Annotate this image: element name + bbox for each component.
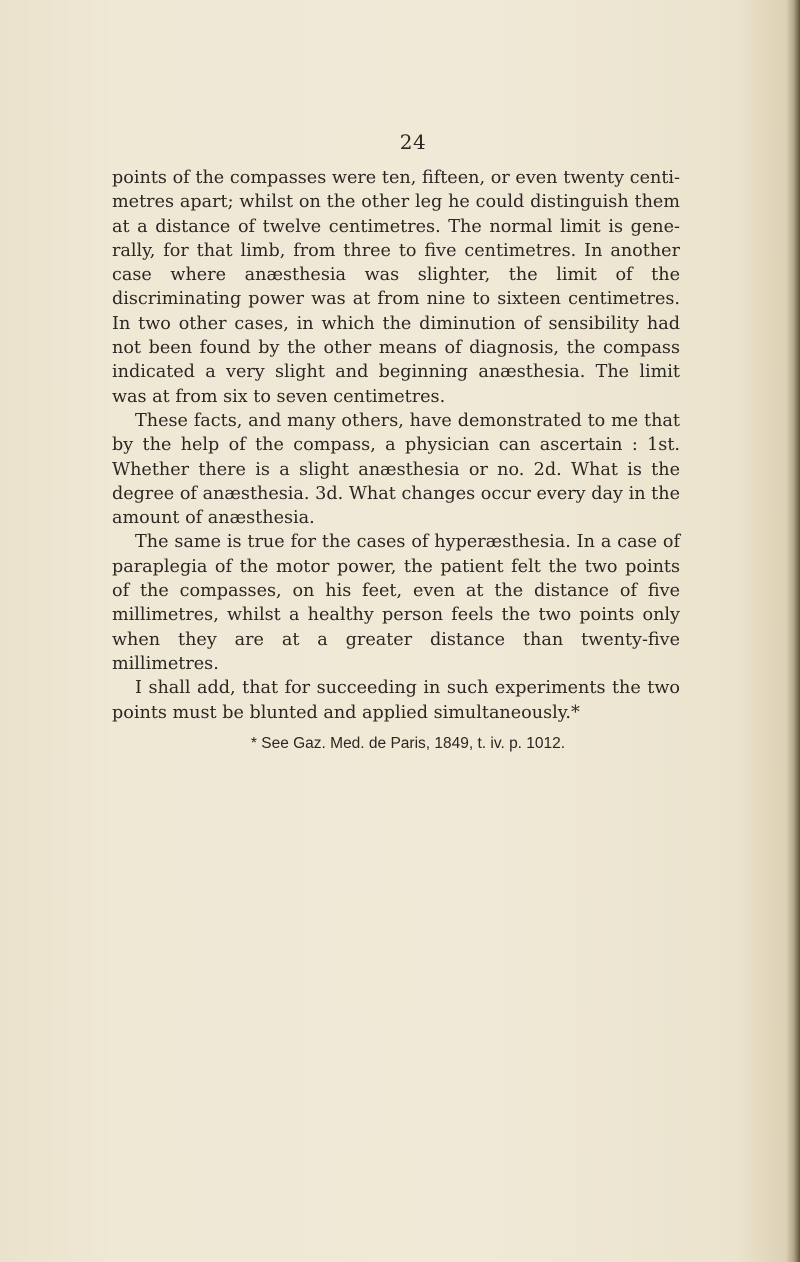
page-number: 24	[399, 130, 427, 154]
footnote: * See Gaz. Med. de Paris, 1849, t. iv. p. 1012.	[250, 735, 566, 752]
page-edge-shadow	[786, 0, 800, 1262]
paragraph-4: I shall add, that for succeeding in such experiments the two points must be blunted and applied simultaneously.*	[112, 678, 680, 723]
paragraph-2: These facts, and many others, have demonstrated to me that by the help of the compass, a physician can ascertain : 1st. Whether there is a slight anæsthesia or no. 2d. What is the degree of anæsthesia. 3d. What changes occur every day in the amount of anæsthesia.	[112, 410, 680, 529]
paragraph-3: The same is true for the cases of hyperæsthesia. In a case of paraplegia of the motor power, the patient felt the two points of the compasses, on his feet, even at the distance of five millimetres, whilst a healthy person feels the two points only when they are at a greater distance than twenty-five millimetres.	[112, 532, 680, 674]
body-text	[112, 166, 680, 725]
paragraph-1: points of the compasses were ten, fifteen, or even twenty centimetres apart; whilst on the other leg he could distinguish them at a distance of twelve centimetres. The normal limit is generally, for that limb, from three to five centimetres. In another case where anæsthesia was slighter, the limit of the discriminating power was at from nine to sixteen centimetres. In two other cases, in which the diminution of sensibility had not been found by the other means of diagnosis, the compass indicated a very slight and beginning anæsthesia. The limit was at from six to seven centimetres.	[112, 168, 680, 407]
